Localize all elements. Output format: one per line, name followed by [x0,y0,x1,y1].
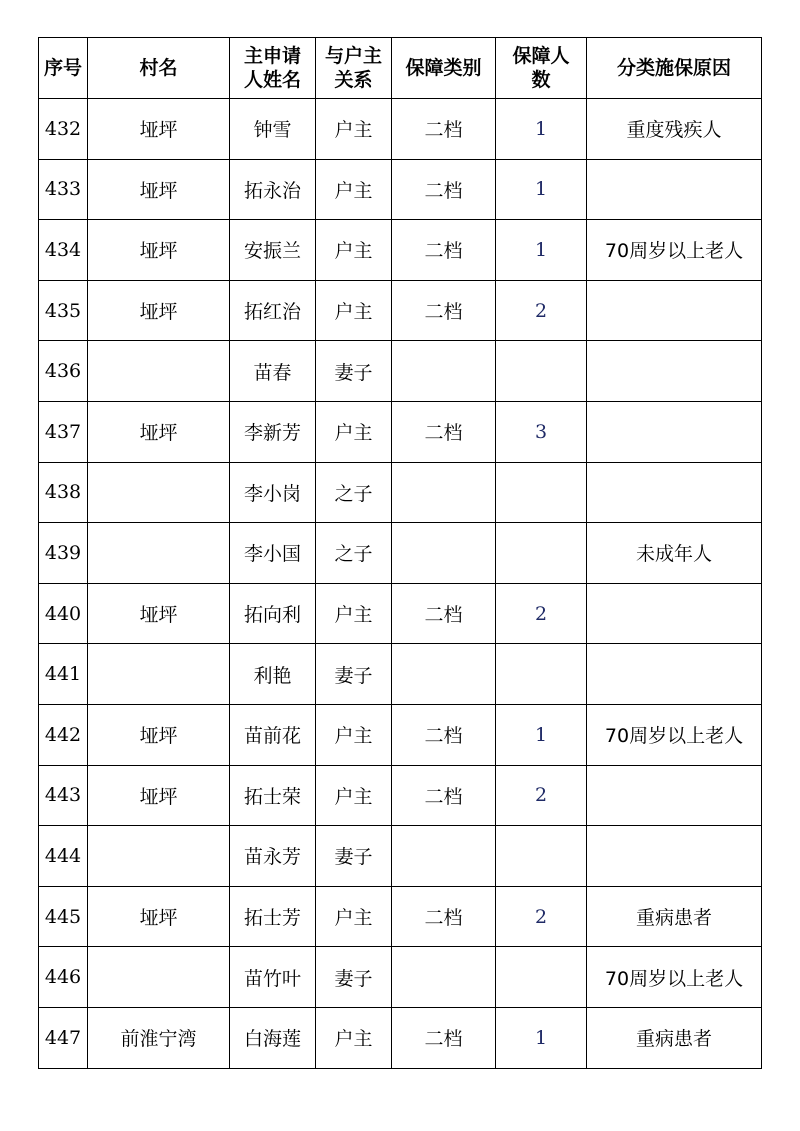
category-cell [392,523,496,584]
applicant-cell: 拓永治 [230,159,316,220]
relation-cell: 户主 [316,583,392,644]
reason-cell [587,159,762,220]
serial-cell: 436 [39,341,88,402]
reason-cell [587,462,762,523]
village-cell [88,947,230,1008]
reason-cell: 70周岁以上老人 [587,704,762,765]
category-cell: 二档 [392,220,496,281]
applicant-cell: 拓士芳 [230,886,316,947]
count-cell [496,462,587,523]
village-cell: 垭坪 [88,886,230,947]
count-cell: 1 [496,220,587,281]
table-row [39,765,762,826]
relation-cell: 户主 [316,765,392,826]
table-row [39,220,762,281]
count-cell [496,644,587,705]
applicant-cell: 苗永芳 [230,826,316,887]
serial-cell: 444 [39,826,88,887]
applicant-cell: 白海莲 [230,1007,316,1068]
applicant-cell: 苗前花 [230,704,316,765]
category-cell: 二档 [392,280,496,341]
reason-cell: 70周岁以上老人 [587,947,762,1008]
applicant-cell: 安振兰 [230,220,316,281]
reason-cell: 重病患者 [587,886,762,947]
category-cell [392,826,496,887]
table-row [39,644,762,705]
header-relation: 与户主关系 [316,38,392,99]
count-cell: 2 [496,765,587,826]
count-cell: 1 [496,159,587,220]
category-cell: 二档 [392,886,496,947]
village-cell [88,341,230,402]
header-category: 保障类别 [392,38,496,99]
applicant-cell: 拓向利 [230,583,316,644]
category-cell: 二档 [392,401,496,462]
table-row [39,886,762,947]
relation-cell: 妻子 [316,341,392,402]
table-row [39,280,762,341]
category-cell: 二档 [392,704,496,765]
serial-cell: 447 [39,1007,88,1068]
applicant-cell: 拓士荣 [230,765,316,826]
table-row [39,826,762,887]
relation-cell: 之子 [316,462,392,523]
reason-cell [587,583,762,644]
applicant-cell: 拓红治 [230,280,316,341]
category-cell [392,644,496,705]
header-village: 村名 [88,38,230,99]
village-cell [88,644,230,705]
applicant-cell: 苗春 [230,341,316,402]
category-cell: 二档 [392,1007,496,1068]
relation-cell: 户主 [316,704,392,765]
relation-cell: 户主 [316,159,392,220]
applicant-cell: 李新芳 [230,401,316,462]
relation-cell: 户主 [316,401,392,462]
count-cell: 1 [496,99,587,160]
applicant-cell: 苗竹叶 [230,947,316,1008]
serial-cell: 438 [39,462,88,523]
reason-cell: 未成年人 [587,523,762,584]
reason-cell: 重病患者 [587,1007,762,1068]
relation-cell: 妻子 [316,644,392,705]
count-cell: 1 [496,1007,587,1068]
table-row [39,159,762,220]
count-cell: 2 [496,280,587,341]
header-row [39,38,762,99]
count-cell [496,341,587,402]
category-cell: 二档 [392,159,496,220]
serial-cell: 445 [39,886,88,947]
reason-cell: 重度残疾人 [587,99,762,160]
table-row [39,947,762,1008]
header-count: 保障人数 [496,38,587,99]
village-cell: 垭坪 [88,401,230,462]
serial-cell: 442 [39,704,88,765]
category-cell [392,341,496,402]
table-row [39,401,762,462]
count-cell [496,947,587,1008]
table-row [39,99,762,160]
count-cell: 2 [496,886,587,947]
reason-cell [587,341,762,402]
table-row [39,583,762,644]
category-cell: 二档 [392,99,496,160]
village-cell: 垭坪 [88,583,230,644]
village-cell: 垭坪 [88,159,230,220]
reason-cell [587,765,762,826]
applicant-cell: 李小岗 [230,462,316,523]
header-applicant: 主申请人姓名 [230,38,316,99]
category-cell [392,462,496,523]
count-cell [496,523,587,584]
village-cell: 垭坪 [88,280,230,341]
count-cell: 2 [496,583,587,644]
serial-cell: 446 [39,947,88,1008]
village-cell: 垭坪 [88,99,230,160]
serial-cell: 439 [39,523,88,584]
count-cell: 3 [496,401,587,462]
category-cell: 二档 [392,583,496,644]
relation-cell: 之子 [316,523,392,584]
serial-cell: 443 [39,765,88,826]
serial-cell: 433 [39,159,88,220]
table-row [39,341,762,402]
village-cell [88,523,230,584]
relation-cell: 户主 [316,220,392,281]
count-cell [496,826,587,887]
applicant-cell: 李小国 [230,523,316,584]
reason-cell [587,644,762,705]
count-cell: 1 [496,704,587,765]
relation-cell: 户主 [316,886,392,947]
table-body [39,99,762,1069]
table-row [39,523,762,584]
relation-cell: 妻子 [316,826,392,887]
village-cell: 垭坪 [88,765,230,826]
village-cell [88,462,230,523]
reason-cell [587,826,762,887]
assistance-roster-table [38,37,762,1069]
relation-cell: 妻子 [316,947,392,1008]
serial-cell: 440 [39,583,88,644]
table-row [39,704,762,765]
table-row [39,462,762,523]
header-serial: 序号 [39,38,88,99]
applicant-cell: 钟雪 [230,99,316,160]
category-cell: 二档 [392,765,496,826]
village-cell: 垭坪 [88,220,230,281]
relation-cell: 户主 [316,280,392,341]
serial-cell: 441 [39,644,88,705]
serial-cell: 437 [39,401,88,462]
relation-cell: 户主 [316,99,392,160]
serial-cell: 434 [39,220,88,281]
village-cell [88,826,230,887]
relation-cell: 户主 [316,1007,392,1068]
serial-cell: 432 [39,99,88,160]
applicant-cell: 利艳 [230,644,316,705]
header-reason: 分类施保原因 [587,38,762,99]
reason-cell [587,280,762,341]
village-cell: 垭坪 [88,704,230,765]
reason-cell [587,401,762,462]
category-cell [392,947,496,1008]
reason-cell: 70周岁以上老人 [587,220,762,281]
village-cell: 前淮宁湾 [88,1007,230,1068]
table-row [39,1007,762,1068]
serial-cell: 435 [39,280,88,341]
